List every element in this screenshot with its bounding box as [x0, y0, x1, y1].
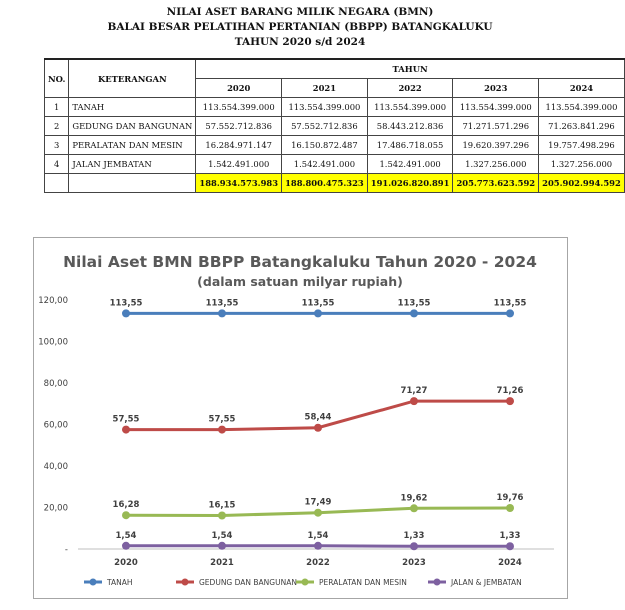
chart-container	[33, 237, 568, 599]
table-row	[45, 136, 625, 155]
data-label: 19,76	[496, 492, 524, 503]
total-cell: 205.902.994.592	[539, 174, 625, 193]
data-label: 16,28	[112, 500, 140, 511]
table-row	[45, 155, 625, 174]
row-label: GEDUNG DAN BANGUNAN	[69, 117, 196, 136]
data-label: 1,54	[211, 530, 233, 541]
data-label: 113,55	[301, 298, 335, 309]
data-label: 113,55	[109, 298, 143, 309]
data-point	[314, 509, 322, 517]
table-cell: 1.327.256.000	[453, 155, 539, 174]
y-tick-label: 100,00	[38, 337, 68, 348]
y-tick-label: 60,00	[43, 420, 68, 431]
chart-title: Nilai Aset BMN BBPP Batangkaluku Tahun 2020 - 2024	[63, 253, 537, 271]
data-label: 113,55	[205, 298, 239, 309]
row-number: 2	[45, 117, 69, 136]
table-cell: 113.554.399.000	[539, 98, 625, 117]
legend-marker	[302, 579, 309, 586]
y-tick-label: 40,00	[43, 462, 68, 472]
data-label: 1,54	[307, 530, 329, 541]
data-point	[506, 397, 514, 405]
x-tick-label: 2020	[114, 558, 138, 568]
data-point	[506, 504, 514, 512]
y-tick-label: 120,00	[38, 296, 68, 306]
table-cell: 57.552.712.836	[282, 117, 368, 136]
legend-label: GEDUNG DAN BANGUNAN	[199, 578, 297, 587]
data-point	[218, 542, 226, 550]
x-tick-label: 2023	[402, 558, 426, 568]
report-period: TAHUN 2020 s/d 2024	[234, 36, 366, 48]
data-point	[122, 511, 130, 519]
data-point	[218, 309, 226, 317]
data-label: 57,55	[208, 414, 236, 425]
row-label: PERALATAN DAN MESIN	[69, 136, 196, 155]
table-cell: 71.271.571.296	[453, 117, 539, 136]
y-tick-label: -	[64, 545, 68, 555]
data-point	[314, 424, 322, 432]
col-tahun-header: TAHUN	[196, 59, 624, 79]
x-tick-label: 2021	[210, 558, 234, 568]
row-label: TANAH	[69, 98, 196, 117]
chart-subtitle: (dalam satuan milyar rupiah)	[197, 274, 403, 289]
data-label: 113,55	[493, 298, 527, 309]
legend-label: PERALATAN DAN MESIN	[319, 578, 407, 587]
row-number: 3	[45, 136, 69, 155]
year-header: 2024	[539, 79, 625, 98]
data-label: 1,33	[403, 531, 425, 542]
row-label: JALAN JEMBATAN	[69, 155, 196, 174]
data-label: 19,62	[400, 493, 428, 504]
year-header: 2020	[196, 79, 282, 98]
table-cell: 19.620.397.296	[453, 136, 539, 155]
year-header: 2021	[282, 79, 368, 98]
total-cell: 205.773.623.592	[453, 174, 539, 193]
table-cell: 19.757.498.296	[539, 136, 625, 155]
table-cell: 16.284.971.147	[196, 136, 282, 155]
y-tick-label: 20,00	[43, 503, 68, 514]
data-point	[122, 309, 130, 317]
total-row	[45, 174, 625, 193]
table-cell: 1.542.491.000	[196, 155, 282, 174]
data-point	[506, 309, 514, 317]
data-point	[410, 504, 418, 512]
legend-marker	[434, 579, 441, 586]
table-cell: 1.542.491.000	[367, 155, 453, 174]
table-cell: 113.554.399.000	[282, 98, 368, 117]
data-label: 71,26	[496, 386, 524, 397]
empty-cell	[45, 174, 69, 193]
data-label: 58,44	[304, 412, 332, 423]
data-point	[122, 542, 130, 550]
data-label: 16,15	[208, 500, 236, 511]
data-point	[410, 542, 418, 550]
table-row	[45, 98, 625, 117]
row-number: 1	[45, 98, 69, 117]
row-number: 4	[45, 155, 69, 174]
table-cell: 113.554.399.000	[453, 98, 539, 117]
report-title: NILAI ASET BARANG MILIK NEGARA (BMN)	[166, 6, 434, 18]
table-cell: 16.150.872.487	[282, 136, 368, 155]
empty-cell	[69, 174, 196, 193]
legend-label: JALAN & JEMBATAN	[451, 578, 522, 587]
institution-name: BALAI BESAR PELATIHAN PERTANIAN (BBPP) BATANGKALUKU	[107, 21, 493, 33]
legend-marker	[182, 579, 189, 586]
table-row	[45, 117, 625, 136]
x-tick-label: 2024	[498, 558, 522, 568]
line-chart	[34, 238, 567, 598]
table-cell: 113.554.399.000	[196, 98, 282, 117]
data-point	[506, 542, 514, 550]
col-no-header: NO.	[45, 59, 69, 98]
year-header: 2022	[367, 79, 453, 98]
table-cell: 58.443.212.836	[367, 117, 453, 136]
y-tick-label: 80,00	[43, 379, 68, 389]
asset-table	[44, 58, 625, 193]
table-cell: 113.554.399.000	[367, 98, 453, 117]
data-point	[218, 511, 226, 519]
total-cell: 188.800.475.323	[282, 174, 368, 193]
legend-marker	[90, 579, 97, 586]
table-cell: 57.552.712.836	[196, 117, 282, 136]
data-label: 57,55	[112, 414, 140, 425]
data-label: 17,49	[304, 497, 332, 508]
data-point	[410, 397, 418, 405]
total-cell: 191.026.820.891	[367, 174, 453, 193]
table-cell: 17.486.718.055	[367, 136, 453, 155]
data-point	[314, 542, 322, 550]
data-point	[122, 426, 130, 434]
x-tick-label: 2022	[306, 558, 330, 568]
data-label: 113,55	[397, 298, 431, 309]
data-label: 1,54	[115, 530, 137, 541]
data-point	[314, 309, 322, 317]
data-label: 71,27	[400, 386, 428, 397]
data-point	[218, 426, 226, 434]
col-keterangan-header: KETERANGAN	[69, 59, 196, 98]
total-cell: 188.934.573.983	[196, 174, 282, 193]
table-cell: 71.263.841.296	[539, 117, 625, 136]
data-label: 1,33	[499, 531, 521, 542]
table-cell: 1.542.491.000	[282, 155, 368, 174]
year-header: 2023	[453, 79, 539, 98]
legend-label: TANAH	[107, 578, 133, 587]
table-cell: 1.327.256.000	[539, 155, 625, 174]
data-point	[410, 309, 418, 317]
